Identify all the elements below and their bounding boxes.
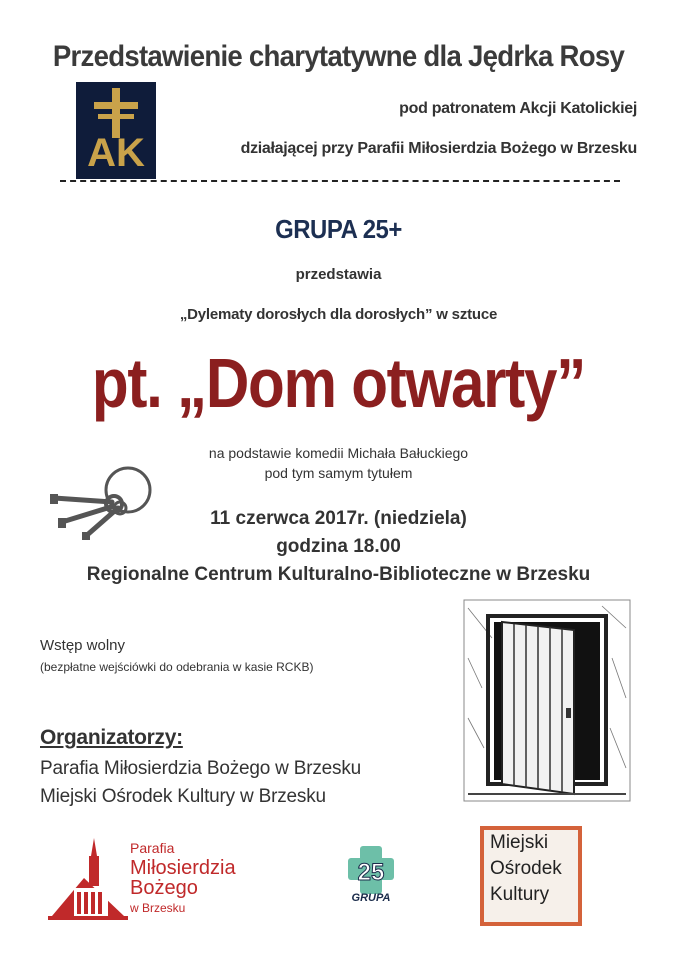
open-door-illustration bbox=[462, 598, 632, 803]
patron-line-2: działającej przy Parafii Miłosierdzia Bożego w Brzesku bbox=[240, 140, 637, 157]
parafia-logo-line: Parafia bbox=[130, 840, 175, 856]
event-venue: Regionalne Centrum Kulturalno-Biblioteczne w Brzesku bbox=[86, 564, 591, 585]
parafia-logo-line: Miłosierdzia bbox=[130, 857, 236, 879]
mok-logo-line: Kultury bbox=[490, 884, 550, 905]
parafia-logo-line: w Brzesku bbox=[130, 901, 186, 915]
entry-label: Wstęp wolny bbox=[40, 637, 126, 654]
play-title: pt. „Dom otwarty” bbox=[91, 344, 586, 422]
grupa25-logo-number: 25 bbox=[357, 859, 385, 886]
entry-note: (bezpłatne wejściówki do odebrania w kasie RCKB) bbox=[40, 660, 314, 674]
event-info bbox=[0, 505, 677, 589]
based-line-1: na podstawie komedii Michała Bałuckiego bbox=[208, 445, 469, 461]
event-date: 11 czerwca 2017r. (niedziela) bbox=[210, 508, 467, 529]
organizer-item: Parafia Miłosierdzia Bożego w Brzesku bbox=[40, 758, 362, 779]
poster-title: Przedstawienie charytatywne dla Jędrka Rosy bbox=[52, 40, 625, 73]
event-time: godzina 18.00 bbox=[276, 536, 401, 557]
patron-line-1: pod patronatem Akcji Katolickiej bbox=[399, 100, 637, 117]
presents-label: przedstawia bbox=[295, 266, 382, 283]
group-name: GRUPA 25+ bbox=[275, 214, 402, 244]
ak-letters: AK bbox=[87, 131, 145, 175]
mok-logo bbox=[480, 826, 582, 926]
ak-logo bbox=[76, 82, 156, 179]
organizers-heading: Organizatorzy: bbox=[40, 726, 183, 749]
mok-logo-line: Ośrodek bbox=[490, 858, 562, 879]
parafia-logo-text bbox=[130, 838, 236, 918]
ak-cross-icon bbox=[76, 82, 156, 179]
based-line-2: pod tym samym tytułem bbox=[264, 465, 413, 481]
mok-logo-line: Miejski bbox=[490, 832, 549, 853]
organizer-item: Miejski Ośrodek Kultury w Brzesku bbox=[40, 786, 326, 807]
grupa25-logo-label: GRUPA bbox=[351, 892, 391, 904]
divider bbox=[60, 180, 620, 182]
series-label: „Dylematy dorosłych dla dorosłych” w sztuce bbox=[179, 306, 498, 323]
parafia-logo-line: Bożego bbox=[130, 877, 198, 899]
